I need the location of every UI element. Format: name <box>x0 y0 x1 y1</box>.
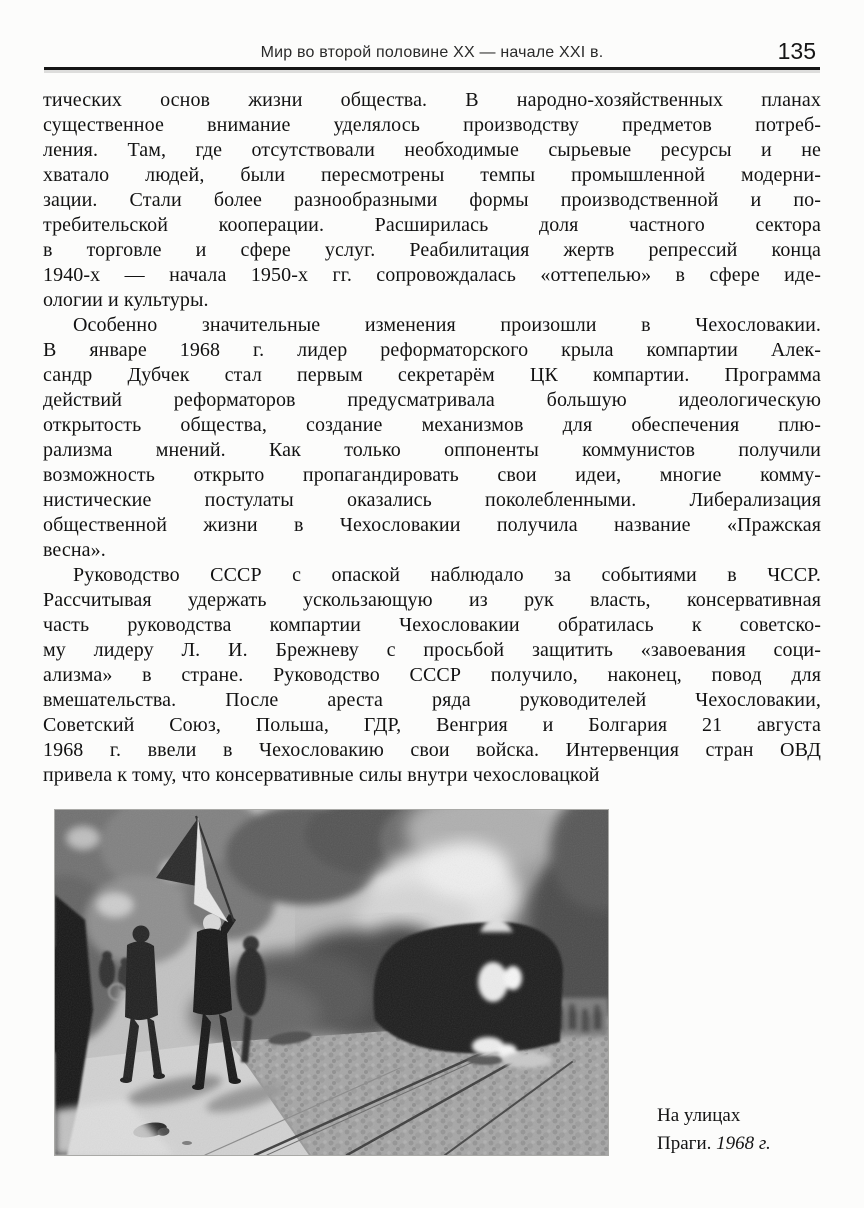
text-line: в торговле и сфере услуг. Реабилитация жертв репрессий конца <box>43 239 821 261</box>
header-rule <box>44 67 820 70</box>
text-line: Рассчитывая удержать ускользающую из рук власть, консервативная <box>43 589 821 611</box>
paragraph <box>43 313 821 563</box>
article-text <box>43 88 821 788</box>
text-line: весна». <box>43 539 106 561</box>
caption-year: 1968 г. <box>716 1133 771 1154</box>
street-photo <box>55 810 608 1155</box>
text-line: существенное внимание уделялось производству предметов потреб- <box>43 114 821 136</box>
text-line: общественной жизни в Чехословакии получила название «Пражская <box>43 514 821 536</box>
text-line: му лидеру Л. И. Брежневу с просьбой защитить «завоевания соци- <box>43 639 821 661</box>
text-line: нистические постулаты оказались поколебленными. Либерализация <box>43 489 821 511</box>
photo-caption <box>657 1102 827 1158</box>
paragraph <box>43 88 821 313</box>
text-line: 1968 г. ввели в Чехословакию свои войска. Интервенция стран ОВД <box>43 739 821 761</box>
paragraph <box>43 563 821 788</box>
text-line: зации. Стали более разнообразными формы производственной и по- <box>43 189 821 211</box>
text-line: Советский Союз, Польша, ГДР, Венгрия и Болгария 21 августа <box>43 714 821 736</box>
text-line: вмешательства. После ареста ряда руководителей Чехословакии, <box>43 689 821 711</box>
text-line: сандр Дубчек стал первым секретарём ЦК компартии. Программа <box>43 364 821 386</box>
text-line: ления. Там, где отсутствовали необходимые сырьевые ресурсы и не <box>43 139 821 161</box>
page-number: 135 <box>777 38 816 64</box>
text-line: открытость общества, создание механизмов для обеспечения плю- <box>43 414 821 436</box>
text-line: ологии и культуры. <box>43 289 209 311</box>
text-line: возможность открыто пропагандировать свои идеи, многие комму- <box>43 464 821 486</box>
text-line: Руководство СССР с опаской наблюдало за событиями в ЧССР. <box>73 564 821 586</box>
running-title: Мир во второй половине XX — начале XXI в. <box>260 44 604 61</box>
text-line: действий реформаторов предусматривала большую идеологическую <box>43 389 821 411</box>
text-line: рализма мнений. Как только оппоненты коммунистов получили <box>43 439 821 461</box>
text-line: требительской кооперации. Расширилась доля частного сектора <box>43 214 821 236</box>
text-line: В январе 1968 г. лидер реформаторского крыла компартии Алек- <box>43 339 821 361</box>
text-line: часть руководства компартии Чехословакии обратилась к советско- <box>43 614 821 636</box>
text-line: тических основ жизни общества. В народно-хозяйственных планах <box>43 89 821 111</box>
caption-place: Праги. <box>657 1133 717 1154</box>
caption-line-1: На улицах <box>657 1105 741 1126</box>
photo-illustration <box>55 810 608 1155</box>
caption-line-2 <box>657 1130 827 1158</box>
text-line: Особенно значительные изменения произошли в Чехословакии. <box>73 314 821 336</box>
text-line: ализма» в стране. Руководство СССР получило, наконец, повод для <box>43 664 821 686</box>
text-line: 1940-х — начала 1950-х гг. сопровождалась «оттепелью» в сфере иде- <box>43 264 821 286</box>
text-line: хватало людей, были пересмотрены темпы промышленной модерни- <box>43 164 821 186</box>
text-line: привела к тому, что консервативные силы внутри чехословацкой <box>43 764 600 786</box>
